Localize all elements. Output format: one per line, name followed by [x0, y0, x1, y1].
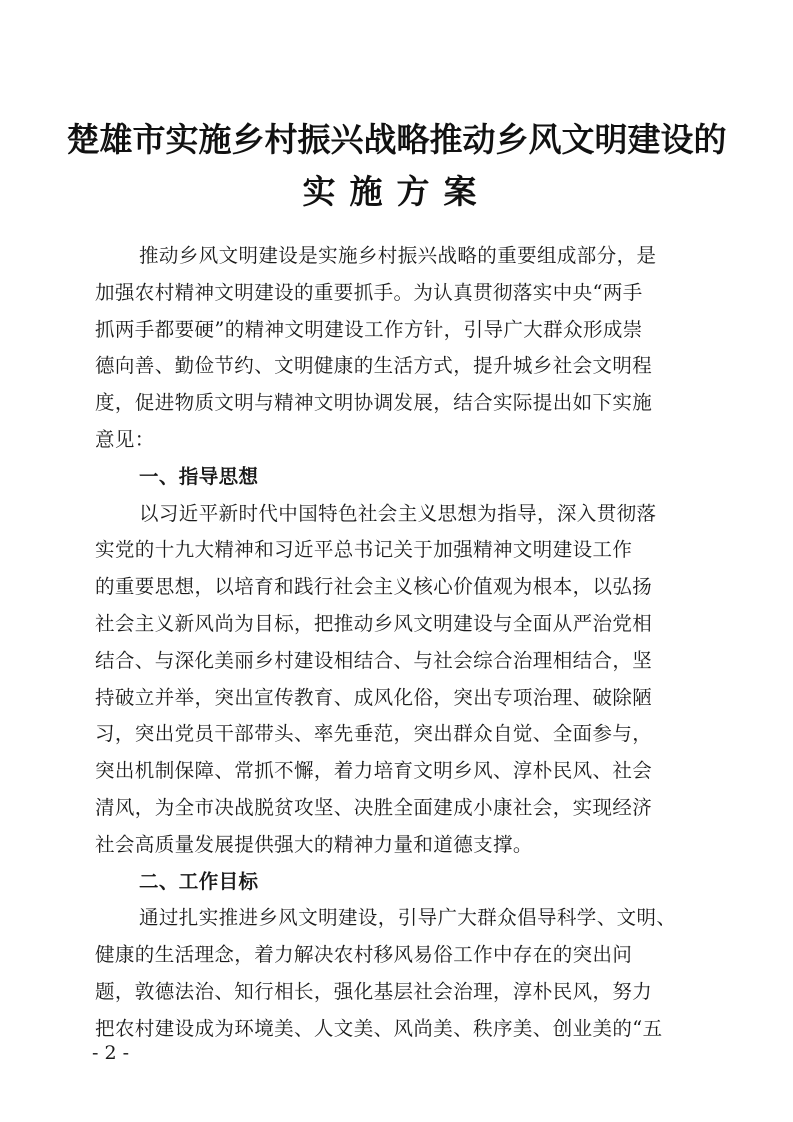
- paragraph-line: 结合、与深化美丽乡村建设相结合、与社会综合治理相结合，坚: [95, 648, 653, 672]
- paragraph-line: 题，敦德法治、知行相长，强化基层社会治理，淳朴民风，努力: [95, 979, 653, 1003]
- paragraph-line: 健康的生活理念，着力解决农村移风易俗工作中存在的突出问: [95, 943, 633, 967]
- paragraph-line: 持破立并举，突出宣传教育、成风化俗，突出专项治理、破除陋: [95, 685, 653, 709]
- paragraph-line: 清风，为全市决战脱贫攻坚、决胜全面建成小康社会，实现经济: [95, 795, 653, 819]
- document-title-line-2: 实施方案: [302, 172, 491, 211]
- paragraph-line: 度，促进物质文明与精神文明协调发展，结合实际提出如下实施: [95, 391, 653, 415]
- paragraph-line: 社会高质量发展提供强大的精神力量和道德支撑。: [95, 832, 533, 856]
- paragraph-line: 习，突出党员干部带头、率先垂范，突出群众自觉、全面参与，: [95, 722, 653, 746]
- paragraph-line: 加强农村精神文明建设的重要抓手。为认真贯彻落实中央“两手: [95, 280, 643, 304]
- paragraph-line: 实党的十九大精神和习近平总书记关于加强精神文明建设工作: [95, 538, 633, 562]
- paragraph-line: 的重要思想，以培育和践行社会主义核心价值观为根本，以弘扬: [95, 575, 653, 599]
- document-body: [95, 238, 695, 1048]
- section-heading-work-goals: 二、工作目标: [139, 869, 259, 893]
- document-title-line-1: 楚雄市实施乡村振兴战略推动乡风文明建设的: [66, 120, 727, 159]
- paragraph-line: 社会主义新风尚为目标，把推动乡风文明建设与全面从严治党相: [95, 611, 653, 635]
- paragraph-line: 推动乡风文明建设是实施乡村振兴战略的重要组成部分，是: [139, 244, 657, 267]
- paragraph-line: 德向善、勤俭节约、文明健康的生活方式，提升城乡社会文明程: [95, 354, 653, 378]
- paragraph-line: 抓两手都要硬”的精神文明建设工作方针，引导广大群众形成崇: [95, 317, 643, 341]
- paragraph-line: 意见：: [95, 427, 155, 451]
- page-number: - 2 -: [92, 1042, 130, 1064]
- paragraph-line: 突出机制保障、常抓不懈，着力培育文明乡风、淳朴民风、社会: [95, 759, 653, 783]
- section-heading-guiding-ideology: 一、指导思想: [139, 464, 259, 488]
- paragraph-line: 以习近平新时代中国特色社会主义思想为指导，深入贯彻落: [139, 501, 657, 525]
- paragraph-line: 通过扎实推进乡风文明建设，引导广大群众倡导科学、文明、: [139, 906, 677, 930]
- paragraph-line: 把农村建设成为环境美、人文美、风尚美、秩序美、创业美的“五: [95, 1016, 663, 1040]
